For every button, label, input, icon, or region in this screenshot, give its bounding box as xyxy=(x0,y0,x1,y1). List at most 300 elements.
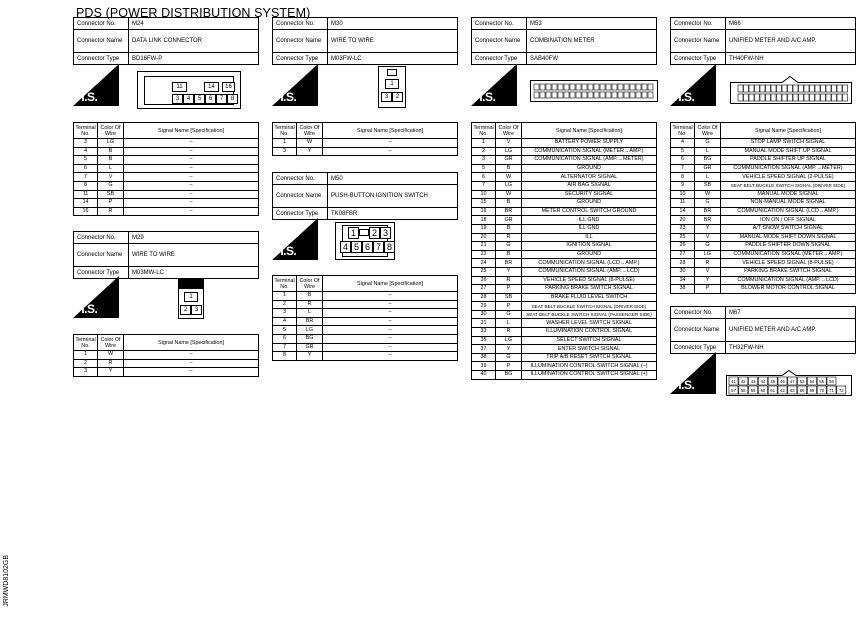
wire-color-cell: BG xyxy=(297,334,323,343)
pin-cavity xyxy=(826,94,831,101)
terminal-no-cell: 26 xyxy=(472,276,496,285)
signal-name-cell: SEAT BELT BUCKLE SWITCH SIGNAL (DRIVER SIDE) xyxy=(721,181,856,190)
wire-color-cell: L xyxy=(297,309,323,318)
signal-name-cell: SEAT BELT BUCKLE SWITCH SIGNAL (DRIVER SIDE) xyxy=(522,302,657,311)
pin-cavity xyxy=(588,92,593,98)
wire-color-cell: GR xyxy=(496,216,522,225)
signal-name-cell: STOP LAMP SWITCH SIGNAL xyxy=(721,139,856,148)
connector-m50-wrap xyxy=(272,172,458,220)
signal-name-cell: – xyxy=(323,292,458,301)
connector-type-value: TH40FW-NH xyxy=(726,53,856,65)
signal-name-cell: ION ON / OFF SIGNAL xyxy=(721,216,856,225)
pin-cavity xyxy=(576,84,581,90)
signal-name-cell: TRIP A/B RESET SWITCH SIGNAL xyxy=(522,353,657,362)
terminal-table-m53-wrap xyxy=(471,122,657,380)
hs-label: H.S. xyxy=(76,90,98,104)
connector-no-value: M67 xyxy=(726,307,856,319)
terminal-no-cell: 31 xyxy=(472,319,496,328)
terminal-table-m30 xyxy=(272,122,458,156)
table-row xyxy=(472,250,657,259)
pin-cavity xyxy=(624,84,629,90)
pin-cavity xyxy=(793,85,798,92)
pin-cavity: 3 xyxy=(172,94,183,104)
connector-face-m30 xyxy=(378,66,406,108)
pin-cavity xyxy=(618,84,623,90)
signal-name-cell: PARKING BRAKE SWITCH SIGNAL xyxy=(721,267,856,276)
pin-cavity xyxy=(744,94,749,101)
table-row xyxy=(472,224,657,233)
pin-cavity: 3 xyxy=(381,92,392,102)
connector-face-m53-drawing xyxy=(530,80,658,102)
terminal-no-cell: 7 xyxy=(74,173,98,182)
pin-number: 42 xyxy=(740,379,746,384)
pin-cavity: 4 xyxy=(183,94,194,104)
wire-color-cell: W xyxy=(695,190,721,199)
pin-cavity xyxy=(612,92,617,98)
pin-cavity xyxy=(636,92,641,98)
wire-color-cell: SB xyxy=(496,293,522,302)
hs-label: H.S. xyxy=(673,378,695,392)
pin-cavity xyxy=(766,94,771,101)
terminal-no-cell: 3 xyxy=(472,156,496,165)
terminal-no-cell: 11 xyxy=(671,199,695,208)
signal-name-cell: – xyxy=(124,156,259,165)
pin-cavity: 5 xyxy=(194,94,205,104)
wire-color-cell: R xyxy=(695,259,721,268)
label-connector-name: Connector Name xyxy=(74,30,129,53)
pin-cavity: 16 xyxy=(222,82,235,92)
terminal-table-m29 xyxy=(73,334,259,377)
pin-cavity xyxy=(782,85,787,92)
pin-number: 63 xyxy=(789,388,795,393)
terminal-no-cell: 16 xyxy=(472,207,496,216)
wire-color-cell: G xyxy=(695,139,721,148)
pin-cavity xyxy=(810,94,815,101)
wire-color-cell: BR xyxy=(297,317,323,326)
connector-name-value: DATA LINK CONNECTOR xyxy=(129,30,259,53)
connector-m66-info xyxy=(670,17,856,65)
table-row xyxy=(472,362,657,371)
signal-name-cell: COMMUNICATION SIGNAL (METER→AMP.) xyxy=(721,250,856,259)
table-row xyxy=(273,300,458,309)
connector-no-value: M29 xyxy=(129,232,259,244)
connector-m24-info xyxy=(73,17,259,65)
signal-name-cell: – xyxy=(124,199,259,208)
terminal-no-cell: 16 xyxy=(74,207,98,216)
header-color: Color Of Wire xyxy=(496,123,522,139)
pin-cavity xyxy=(588,84,593,90)
table-row xyxy=(671,199,856,208)
pin-number: 59 xyxy=(750,388,756,393)
table-row xyxy=(273,147,458,156)
pin-cavity xyxy=(799,85,804,92)
connector-face-m67-drawing xyxy=(726,370,852,396)
signal-name-cell: PADDLE SHIFTER UP SIGNAL xyxy=(721,156,856,165)
connector-type-value: M03FW-LC xyxy=(328,53,458,65)
connector-name-value: COMBINATION METER xyxy=(527,30,657,53)
pin-cavity xyxy=(642,92,647,98)
terminal-no-cell: 30 xyxy=(671,267,695,276)
pin-number: 47 xyxy=(789,379,795,384)
terminal-no-cell: 25 xyxy=(671,233,695,242)
pin-cavity xyxy=(636,84,641,90)
wire-color-cell: BR xyxy=(695,216,721,225)
hs-label: H.S. xyxy=(474,90,496,104)
wire-color-cell: G xyxy=(496,353,522,362)
table-row xyxy=(472,242,657,251)
pin-cavity xyxy=(552,84,557,90)
signal-name-cell: GROUND xyxy=(522,250,657,259)
terminal-no-cell: 39 xyxy=(472,362,496,371)
terminal-no-cell: 2 xyxy=(472,147,496,156)
connector-face-m53 xyxy=(530,80,658,102)
signal-name-cell: – xyxy=(124,173,259,182)
connector-face-m24 xyxy=(137,71,241,109)
label-connector-name: Connector Name xyxy=(671,30,726,53)
terminal-no-cell: 22 xyxy=(472,250,496,259)
table-row xyxy=(671,285,856,294)
label-connector-name: Connector Name xyxy=(472,30,527,53)
terminal-no-cell: 3 xyxy=(74,368,98,377)
terminal-no-cell: 4 xyxy=(671,139,695,148)
terminal-no-cell: 9 xyxy=(671,181,695,190)
pin-cavity xyxy=(540,84,545,90)
terminal-no-cell: 38 xyxy=(472,353,496,362)
terminal-no-cell: 5 xyxy=(472,164,496,173)
wire-color-cell: V xyxy=(695,233,721,242)
wire-color-cell: G xyxy=(496,310,522,319)
table-row xyxy=(472,353,657,362)
table-row xyxy=(671,216,856,225)
wire-color-cell: BR xyxy=(496,207,522,216)
table-row xyxy=(472,164,657,173)
signal-name-cell: – xyxy=(323,300,458,309)
table-row xyxy=(74,359,259,368)
signal-name-cell: – xyxy=(124,164,259,173)
terminal-table-m50 xyxy=(272,275,458,361)
wire-color-cell: B xyxy=(496,224,522,233)
pin-cavity xyxy=(558,92,563,98)
terminal-table-m30-wrap xyxy=(272,122,458,156)
signal-name-cell: ILLUMINATION CONTROL SIGNAL xyxy=(522,328,657,337)
pin-cavity xyxy=(826,85,831,92)
table-row xyxy=(472,156,657,165)
pin-number: 55 xyxy=(819,379,825,384)
terminal-no-cell: 30 xyxy=(472,310,496,319)
terminal-no-cell: 1 xyxy=(273,292,297,301)
header-signal: Signal Name [Specification] xyxy=(124,335,259,351)
column-3 xyxy=(471,17,657,65)
terminal-no-cell: 1 xyxy=(273,139,297,148)
connector-no-value: M66 xyxy=(726,18,856,30)
connector-type-value: TH32FW-NH xyxy=(726,342,856,354)
terminal-no-cell: 28 xyxy=(472,293,496,302)
signal-name-cell: – xyxy=(124,147,259,156)
pin-cavity: 1 xyxy=(385,79,399,89)
wire-color-cell: L xyxy=(695,147,721,156)
pin-cavity xyxy=(624,92,629,98)
terminal-no-cell: 1 xyxy=(472,139,496,148)
wire-color-cell: B xyxy=(297,292,323,301)
wire-color-cell: GR xyxy=(695,164,721,173)
signal-name-cell: BRAKE FLUID LEVEL SWITCH xyxy=(522,293,657,302)
signal-name-cell: PARKING BRAKE SWITCH SIGNAL xyxy=(522,285,657,294)
wire-color-cell: B xyxy=(496,250,522,259)
pin-cavity xyxy=(788,94,793,101)
terminal-no-cell: 40 xyxy=(472,371,496,380)
header-terminal: Terminal No. xyxy=(274,124,295,137)
table-row xyxy=(472,173,657,182)
pin-cavity xyxy=(630,84,635,90)
header-signal: Signal Name [Specification] xyxy=(721,123,856,139)
pin-cavity xyxy=(815,94,820,101)
terminal-no-cell: 10 xyxy=(472,190,496,199)
header-color: Color Of Wire xyxy=(297,276,323,292)
wire-color-cell: R xyxy=(98,359,124,368)
terminal-no-cell: 25 xyxy=(472,267,496,276)
table-row xyxy=(671,267,856,276)
wire-color-cell: BG xyxy=(496,371,522,380)
terminal-no-cell: 6 xyxy=(671,156,695,165)
signal-name-cell: VEHICLE SPEED SIGNAL (8-PULSE) xyxy=(522,276,657,285)
terminal-table-m24-wrap xyxy=(73,122,259,216)
pin-cavity: 1 xyxy=(184,292,198,302)
wire-color-cell: G xyxy=(695,242,721,251)
pin-cavity: 8 xyxy=(227,94,238,104)
pin-cavity xyxy=(804,85,809,92)
terminal-no-cell: 7 xyxy=(472,181,496,190)
connector-face-m50 xyxy=(335,222,395,260)
connector-latch xyxy=(387,69,397,76)
pin-cavity xyxy=(582,84,587,90)
pin-cavity xyxy=(558,84,563,90)
table-row xyxy=(74,156,259,165)
label-connector-no: Connector No. xyxy=(273,173,328,185)
terminal-no-cell: 18 xyxy=(472,216,496,225)
pin-cavity xyxy=(755,85,760,92)
table-row xyxy=(273,292,458,301)
hs-badge-m30 xyxy=(272,64,318,106)
connector-m29-wrap xyxy=(73,231,259,279)
pin-cavity: 6 xyxy=(362,241,373,253)
hs-badge-m29 xyxy=(73,276,119,318)
pin-cavity xyxy=(837,94,842,101)
connector-face-m66-drawing xyxy=(730,76,852,104)
terminal-no-cell: 8 xyxy=(671,173,695,182)
connector-face-m29 xyxy=(178,279,204,319)
signal-name-cell: MANUAL MODE SHIFT DOWN SIGNAL xyxy=(721,233,856,242)
pin-cavity xyxy=(738,85,743,92)
terminal-no-cell: 24 xyxy=(472,259,496,268)
terminal-no-cell: 34 xyxy=(671,276,695,285)
terminal-no-cell: 6 xyxy=(273,334,297,343)
label-connector-type: Connector Type xyxy=(273,53,328,65)
pin-cavity xyxy=(788,85,793,92)
terminal-no-cell: 37 xyxy=(472,345,496,354)
header-signal: Signal Name [Specification] xyxy=(124,123,259,139)
connector-type-value: M03MW-LC xyxy=(129,267,259,279)
table-row xyxy=(74,190,259,199)
table-row xyxy=(74,351,259,360)
terminal-table-m53 xyxy=(471,122,657,380)
signal-name-cell: SECURITY SIGNAL xyxy=(522,190,657,199)
label-connector-no: Connector No. xyxy=(472,18,527,30)
pin-cavity xyxy=(564,84,569,90)
wire-color-cell: GR xyxy=(496,156,522,165)
terminal-table-m66-wrap xyxy=(670,122,856,294)
hs-label: H.S. xyxy=(673,90,695,104)
table-row xyxy=(671,259,856,268)
wire-color-cell: G xyxy=(695,199,721,208)
pin-cavity: 4 xyxy=(340,241,351,253)
table-row xyxy=(273,309,458,318)
connector-type-value: BD16FW-P xyxy=(129,53,259,65)
wire-color-cell: Y xyxy=(297,352,323,361)
hs-label: H.S. xyxy=(275,90,297,104)
wire-color-cell: Y xyxy=(297,147,323,156)
signal-name-cell: COMMUNICATION SIGNAL (AMP.→LCD) xyxy=(522,267,657,276)
header-terminal: Terminal No. xyxy=(473,124,494,137)
signal-name-cell: COMMUNICATION SIGNAL (AMP.→LCD) xyxy=(721,276,856,285)
table-row xyxy=(74,181,259,190)
signal-name-cell: PADDLE SHIFTER DOWN SIGNAL xyxy=(721,242,856,251)
terminal-no-cell: 38 xyxy=(671,285,695,294)
terminal-no-cell: 1 xyxy=(74,351,98,360)
table-row xyxy=(472,233,657,242)
pin-cavity xyxy=(804,94,809,101)
connector-name-value: WIRE TO WIRE xyxy=(328,30,458,53)
pin-cavity xyxy=(570,92,575,98)
wire-color-cell: L xyxy=(695,173,721,182)
wire-color-cell: P xyxy=(98,199,124,208)
signal-name-cell: MANUAL MODE SIGNAL xyxy=(721,190,856,199)
table-row xyxy=(273,343,458,352)
wire-color-cell: Y xyxy=(496,345,522,354)
signal-name-cell: – xyxy=(124,359,259,368)
wire-color-cell: B xyxy=(496,164,522,173)
connector-name-value: WIRE TO WIRE xyxy=(129,244,259,267)
pin-cavity xyxy=(540,92,545,98)
hs-badge-m67 xyxy=(670,352,716,394)
signal-name-cell: ALTERNATOR SIGNAL xyxy=(522,173,657,182)
wire-color-cell: L xyxy=(98,164,124,173)
signal-name-cell: COMMUNICATION SIGNAL (AMP.→METER) xyxy=(522,156,657,165)
pin-cavity xyxy=(843,85,848,92)
connector-type-value: TK08FBR xyxy=(328,208,458,220)
hs-badge-m66 xyxy=(670,64,716,106)
wire-color-cell: V xyxy=(695,267,721,276)
header-color: Color Of Wire xyxy=(695,123,721,139)
header-signal: Signal Name [Specification] xyxy=(522,123,657,139)
connector-no-value: M53 xyxy=(527,18,657,30)
wire-color-cell: Y xyxy=(98,368,124,377)
table-row xyxy=(74,173,259,182)
label-connector-type: Connector Type xyxy=(671,53,726,65)
wire-color-cell: BG xyxy=(695,156,721,165)
terminal-no-cell: 4 xyxy=(273,317,297,326)
connector-name-value: PUSH-BUTTON IGNITION SWITCH xyxy=(328,185,458,208)
pin-cavity: 2 xyxy=(180,305,191,315)
pin-cavity xyxy=(606,84,611,90)
pin-cavity xyxy=(749,94,754,101)
table-row xyxy=(472,181,657,190)
terminal-no-cell: 29 xyxy=(472,302,496,311)
pin-cavity xyxy=(630,92,635,98)
signal-name-cell: WASHER LEVEL SWITCH SIGNAL xyxy=(522,319,657,328)
label-connector-no: Connector No. xyxy=(74,18,129,30)
table-row xyxy=(74,207,259,216)
table-row xyxy=(671,173,856,182)
table-row xyxy=(671,207,856,216)
wire-color-cell: P xyxy=(496,285,522,294)
pin-cavity xyxy=(821,85,826,92)
table-row xyxy=(472,285,657,294)
pin-cavity: 7 xyxy=(373,241,384,253)
header-terminal: Terminal No. xyxy=(274,277,295,290)
signal-name-cell: – xyxy=(323,139,458,148)
table-row xyxy=(472,345,657,354)
signal-name-cell: NON-MANUAL MODE SIGNAL xyxy=(721,199,856,208)
pin-number: 61 xyxy=(770,388,776,393)
pin-cavity xyxy=(618,92,623,98)
signal-name-cell: – xyxy=(124,207,259,216)
pin-cavity xyxy=(582,92,587,98)
pin-cavity: 2 xyxy=(392,92,403,102)
table-row xyxy=(671,242,856,251)
label-connector-type: Connector Type xyxy=(74,53,129,65)
pin-cavity xyxy=(600,84,605,90)
label-connector-no: Connector No. xyxy=(273,18,328,30)
table-row xyxy=(671,190,856,199)
hs-badge-m24 xyxy=(73,64,119,106)
pin-cavity xyxy=(777,94,782,101)
wire-color-cell: B xyxy=(98,156,124,165)
label-connector-name: Connector Name xyxy=(671,319,726,342)
pin-cavity xyxy=(612,84,617,90)
table-row xyxy=(671,181,856,190)
hs-label: H.S. xyxy=(76,302,98,316)
pin-cavity xyxy=(600,92,605,98)
signal-name-cell: IGNITION SIGNAL xyxy=(522,242,657,251)
wire-color-cell: R xyxy=(496,233,522,242)
signal-name-cell: – xyxy=(323,326,458,335)
pin-number: 45 xyxy=(770,379,776,384)
pin-cavity xyxy=(793,94,798,101)
table-row xyxy=(472,259,657,268)
terminal-no-cell: 27 xyxy=(472,285,496,294)
pin-cavity xyxy=(760,94,765,101)
wire-color-cell: LG xyxy=(98,139,124,148)
wire-color-cell: BR xyxy=(695,207,721,216)
pin-cavity: 2 xyxy=(369,227,380,239)
pin-number: 53 xyxy=(799,379,805,384)
pin-cavity xyxy=(648,84,653,90)
wire-color-cell: LG xyxy=(297,326,323,335)
connector-latch xyxy=(179,280,203,289)
terminal-no-cell: 35 xyxy=(472,336,496,345)
pin-cavity xyxy=(594,84,599,90)
pin-cavity: 14 xyxy=(204,82,219,92)
pin-number: 58 xyxy=(740,388,746,393)
table-row xyxy=(74,139,259,148)
wire-color-cell: W xyxy=(496,190,522,199)
pin-cavity xyxy=(782,94,787,101)
hs-badge-m50 xyxy=(272,218,318,260)
label-connector-name: Connector Name xyxy=(273,30,328,53)
pin-number: 62 xyxy=(780,388,785,393)
page-title: PDS (POWER DISTRIBUTION SYSTEM) xyxy=(76,6,311,20)
connector-m67-info xyxy=(670,306,856,354)
